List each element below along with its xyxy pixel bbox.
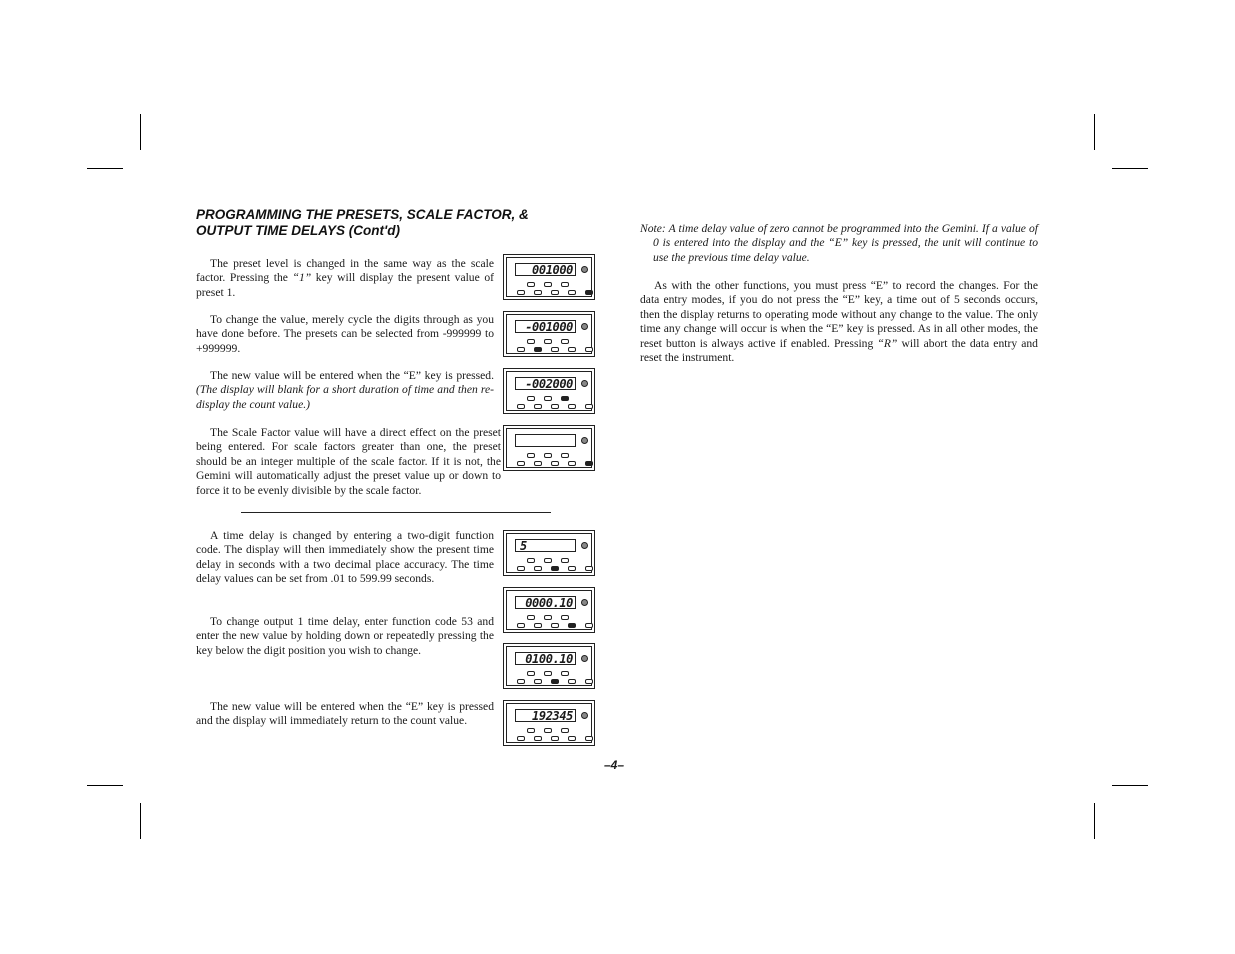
heading-line-2: OUTPUT TIME DELAYS (Cont'd): [196, 223, 400, 238]
key-icon: [561, 728, 569, 733]
key-icon: [527, 396, 535, 401]
key-icon: [585, 566, 593, 571]
key-icon: [517, 404, 525, 409]
paragraph-scale-factor: The Scale Factor value will have a direct effect on the preset being entered. For scale factors greater than one, the preset should be an integer multiple of the scale factor. If it is not, the Gemini will automatically adjust the preset value up or down to force it to be evenly divisible by the scale factor.: [196, 426, 501, 497]
section-divider: [241, 512, 551, 513]
key-row-upper: [527, 728, 569, 733]
key-icon: [561, 558, 569, 563]
key-icon: [527, 339, 535, 344]
section-heading: [196, 207, 576, 239]
time-delay-note: Note: A time delay value of zero cannot be programmed into the Gemini. If a value of 0 is entered into the display and the “E” key is pressed, the unit will continue to use the previous time delay value.: [640, 222, 1038, 264]
key-icon: [527, 453, 535, 458]
pressed-key-icon: [561, 396, 569, 401]
key-icon: [534, 566, 542, 571]
key-icon: [551, 736, 559, 741]
counter-display-illustration: [503, 587, 595, 633]
key-icon: [534, 623, 542, 628]
key-icon: [544, 728, 552, 733]
text-span: The preset level is changed in the same way as the scale factor. Pressing the: [196, 257, 494, 285]
key-icon: [568, 679, 576, 684]
lcd-readout: -001000: [515, 320, 576, 333]
paragraph-time-delay: A time delay is changed by entering a two-digit function code. The display will then immediately show the present time delay in seconds with a two decimal place accuracy. The time delay values can be set from .01 to 599.99 seconds.: [196, 529, 494, 586]
key-icon: [527, 615, 535, 620]
lcd-readout: 001000: [515, 263, 576, 276]
counter-display-illustration: [503, 700, 595, 746]
counter-display-illustration: [503, 530, 595, 576]
key-icon: [561, 615, 569, 620]
key-icon: [534, 461, 542, 466]
status-led-icon: [581, 266, 588, 273]
heading-line-1: PROGRAMMING THE PRESETS, SCALE FACTOR, &: [196, 207, 529, 222]
counter-display-illustration: [503, 425, 595, 471]
key-icon: [534, 679, 542, 684]
crop-mark: [1094, 803, 1095, 839]
key-icon: [568, 290, 576, 295]
crop-mark: [87, 785, 123, 786]
key-icon: [527, 671, 535, 676]
paragraph-preset-level: [196, 257, 494, 300]
key-icon: [527, 282, 535, 287]
pressed-key-icon: [551, 679, 559, 684]
lcd-readout: 192345: [515, 709, 576, 722]
key-row-lower: [517, 736, 593, 741]
paragraph-enter-value: The new value will be entered when the “E” key is pressed and the display will immediately return to the count value.: [196, 700, 494, 728]
key-icon: [544, 453, 552, 458]
lcd-readout: [515, 434, 576, 447]
pressed-key-icon: [534, 347, 542, 352]
pressed-key-icon: [585, 290, 593, 295]
key-row-lower: [517, 566, 593, 571]
key-icon: [551, 290, 559, 295]
paragraph-record-changes: [640, 279, 1038, 365]
key-icon: [517, 736, 525, 741]
key-icon: [517, 566, 525, 571]
key-icon: [534, 290, 542, 295]
crop-mark: [87, 168, 123, 169]
paragraph-change-value: To change the value, merely cycle the digits through as you have done before. The presets can be selected from -999999 to +999999.: [196, 313, 494, 355]
lcd-readout: 0000.10: [515, 596, 576, 609]
key-row-lower: [517, 290, 593, 295]
status-led-icon: [581, 437, 588, 444]
status-led-icon: [581, 599, 588, 606]
key-icon: [551, 347, 559, 352]
lcd-readout: -002000: [515, 377, 576, 390]
key-icon: [568, 404, 576, 409]
key-row-lower: [517, 347, 593, 352]
text-span: As with the other functions, you must press “E” to record the changes. For the data entry modes, if you do not press the “E” key, a time out of 5 seconds occurs, then the display returns to operating mode without any change to the value. The only time any change will occur is when the “E” key is pressed. As in all other modes, the reset button is always active if enabled. Pressing: [640, 279, 1038, 350]
key-icon: [527, 728, 535, 733]
key-icon: [544, 339, 552, 344]
key-row-upper: [527, 282, 569, 287]
paragraph-output-delay: To change output 1 time delay, enter function code 53 and enter the new value by holding down or repeatedly pressing the key below the digit position you wish to change.: [196, 615, 494, 657]
key-icon: [534, 736, 542, 741]
key-row-upper: [527, 396, 569, 401]
key-icon: [561, 282, 569, 287]
key-icon: [544, 558, 552, 563]
key-icon: [534, 404, 542, 409]
key-reference: “R”: [877, 336, 898, 350]
status-led-icon: [581, 323, 588, 330]
key-icon: [585, 623, 593, 628]
crop-mark: [1112, 168, 1148, 169]
key-icon: [517, 461, 525, 466]
key-icon: [551, 461, 559, 466]
key-icon: [561, 453, 569, 458]
lcd-readout: 0100.10: [515, 652, 576, 665]
key-row-upper: [527, 671, 569, 676]
key-row-lower: [517, 461, 593, 466]
crop-mark: [140, 114, 141, 150]
pressed-key-icon: [568, 623, 576, 628]
key-icon: [527, 558, 535, 563]
status-led-icon: [581, 542, 588, 549]
counter-display-illustration: [503, 311, 595, 357]
key-icon: [561, 339, 569, 344]
status-led-icon: [581, 655, 588, 662]
key-icon: [544, 282, 552, 287]
key-reference: “1”: [292, 271, 312, 285]
italic-note: (The display will blank for a short duration of time and then re-display the count value.): [196, 383, 494, 411]
key-icon: [585, 736, 593, 741]
key-icon: [568, 736, 576, 741]
pressed-key-icon: [551, 566, 559, 571]
key-row-upper: [527, 339, 569, 344]
key-icon: [517, 623, 525, 628]
key-row-upper: [527, 453, 569, 458]
counter-display-illustration: [503, 368, 595, 414]
key-icon: [544, 396, 552, 401]
key-icon: [551, 623, 559, 628]
crop-mark: [140, 803, 141, 839]
key-row-upper: [527, 558, 569, 563]
key-icon: [517, 290, 525, 295]
text-span: will abort the data entry and reset the instrument.: [640, 336, 1038, 365]
status-led-icon: [581, 380, 588, 387]
key-icon: [568, 566, 576, 571]
key-row-lower: [517, 623, 593, 628]
counter-display-illustration: [503, 254, 595, 300]
key-icon: [561, 671, 569, 676]
key-icon: [551, 404, 559, 409]
key-row-upper: [527, 615, 569, 620]
key-icon: [568, 461, 576, 466]
key-icon: [544, 615, 552, 620]
key-icon: [585, 347, 593, 352]
key-icon: [544, 671, 552, 676]
key-icon: [568, 347, 576, 352]
status-led-icon: [581, 712, 588, 719]
crop-mark: [1112, 785, 1148, 786]
key-icon: [585, 679, 593, 684]
paragraph-new-value: [196, 369, 494, 412]
text-span: key will display the present value of preset 1.: [196, 271, 494, 299]
key-row-lower: [517, 404, 593, 409]
key-icon: [517, 679, 525, 684]
key-icon: [585, 404, 593, 409]
key-row-lower: [517, 679, 593, 684]
crop-mark: [1094, 114, 1095, 150]
pressed-key-icon: [585, 461, 593, 466]
page-number: –4–: [604, 758, 625, 772]
text-span: The new value will be entered when the “E” key is pressed.: [210, 369, 494, 382]
counter-display-illustration: [503, 643, 595, 689]
lcd-readout: 5: [515, 539, 576, 552]
key-icon: [517, 347, 525, 352]
